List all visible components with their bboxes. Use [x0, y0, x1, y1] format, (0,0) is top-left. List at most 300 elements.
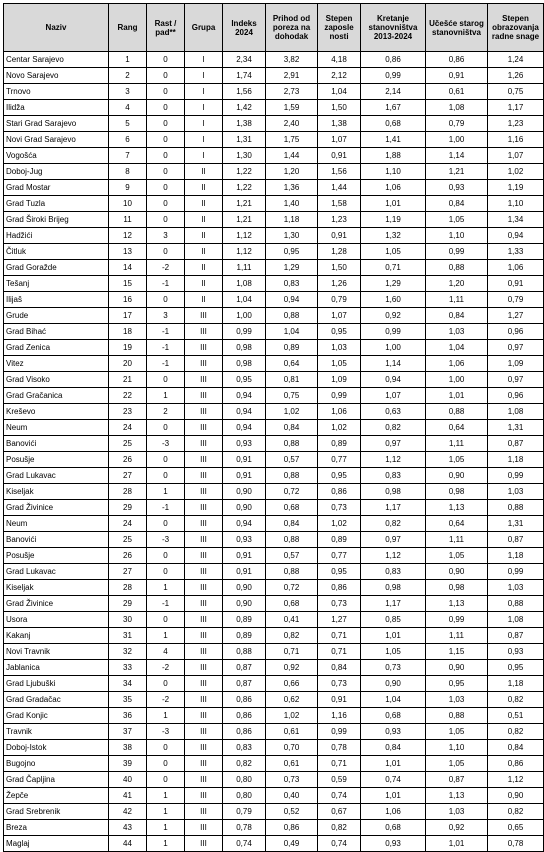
cell-naziv: Usora	[4, 612, 109, 628]
cell-indeks: 0,80	[223, 772, 266, 788]
cell-kretanje: 1,05	[361, 644, 426, 660]
cell-ucesce: 0,87	[426, 772, 488, 788]
cell-ucesce: 1,05	[426, 212, 488, 228]
table-row	[4, 132, 544, 148]
cell-ucesce: 1,04	[426, 340, 488, 356]
cell-grupa: III	[185, 644, 223, 660]
cell-rast-pad: -2	[147, 660, 185, 676]
cell-kretanje: 1,60	[361, 292, 426, 308]
cell-kretanje: 0,74	[361, 772, 426, 788]
cell-naziv: Grad Konjic	[4, 708, 109, 724]
cell-rast-pad: 0	[147, 148, 185, 164]
cell-naziv: Grad Ljubuški	[4, 676, 109, 692]
cell-kretanje: 1,14	[361, 356, 426, 372]
cell-zaposlenost: 1,07	[318, 308, 361, 324]
cell-kretanje: 0,68	[361, 820, 426, 836]
table-row	[4, 692, 544, 708]
cell-rang: 21	[109, 372, 147, 388]
table-row	[4, 820, 544, 836]
cell-grupa: II	[185, 180, 223, 196]
cell-rast-pad: 0	[147, 132, 185, 148]
cell-ucesce: 1,11	[426, 292, 488, 308]
cell-rang: 27	[109, 468, 147, 484]
table-row	[4, 308, 544, 324]
cell-rang: 28	[109, 484, 147, 500]
table-row	[4, 484, 544, 500]
cell-grupa: III	[185, 724, 223, 740]
cell-kretanje: 1,17	[361, 596, 426, 612]
cell-rast-pad: 0	[147, 180, 185, 196]
cell-kretanje: 1,01	[361, 196, 426, 212]
cell-zaposlenost: 0,77	[318, 548, 361, 564]
cell-grupa: III	[185, 532, 223, 548]
cell-grupa: III	[185, 628, 223, 644]
cell-obrazovanje: 0,65	[488, 820, 544, 836]
cell-rang: 18	[109, 324, 147, 340]
cell-naziv: Novi Travnik	[4, 644, 109, 660]
cell-indeks: 0,87	[223, 676, 266, 692]
cell-grupa: I	[185, 148, 223, 164]
cell-zaposlenost: 0,86	[318, 580, 361, 596]
cell-indeks: 0,94	[223, 404, 266, 420]
cell-kretanje: 1,01	[361, 628, 426, 644]
cell-naziv: Kiseljak	[4, 484, 109, 500]
table-row	[4, 100, 544, 116]
table-row	[4, 68, 544, 84]
cell-prihod: 0,88	[266, 564, 318, 580]
cell-rast-pad: -3	[147, 532, 185, 548]
cell-naziv: Vogošća	[4, 148, 109, 164]
cell-indeks: 0,83	[223, 740, 266, 756]
cell-indeks: 0,99	[223, 324, 266, 340]
cell-grupa: III	[185, 420, 223, 436]
cell-obrazovanje: 1,06	[488, 260, 544, 276]
cell-zaposlenost: 1,06	[318, 404, 361, 420]
cell-prihod: 0,89	[266, 340, 318, 356]
cell-ucesce: 1,00	[426, 132, 488, 148]
table-row	[4, 196, 544, 212]
cell-kretanje: 0,92	[361, 308, 426, 324]
cell-obrazovanje: 0,82	[488, 692, 544, 708]
cell-grupa: II	[185, 260, 223, 276]
cell-kretanje: 0,97	[361, 436, 426, 452]
cell-indeks: 0,78	[223, 820, 266, 836]
cell-kretanje: 0,98	[361, 484, 426, 500]
cell-obrazovanje: 1,18	[488, 676, 544, 692]
cell-indeks: 0,88	[223, 644, 266, 660]
table-row	[4, 260, 544, 276]
cell-rast-pad: 0	[147, 564, 185, 580]
cell-grupa: III	[185, 804, 223, 820]
cell-indeks: 0,89	[223, 628, 266, 644]
cell-prihod: 1,20	[266, 164, 318, 180]
cell-naziv: Grad Čapljina	[4, 772, 109, 788]
cell-indeks: 1,12	[223, 244, 266, 260]
cell-prihod: 1,30	[266, 228, 318, 244]
cell-grupa: III	[185, 516, 223, 532]
cell-prihod: 0,72	[266, 580, 318, 596]
cell-rast-pad: 1	[147, 836, 185, 852]
cell-grupa: III	[185, 356, 223, 372]
cell-obrazovanje: 1,27	[488, 308, 544, 324]
cell-prihod: 0,64	[266, 356, 318, 372]
cell-obrazovanje: 0,97	[488, 372, 544, 388]
cell-kretanje: 1,29	[361, 276, 426, 292]
table-row	[4, 724, 544, 740]
cell-indeks: 0,94	[223, 516, 266, 532]
cell-rast-pad: 1	[147, 788, 185, 804]
cell-indeks: 0,91	[223, 564, 266, 580]
cell-rang: 6	[109, 132, 147, 148]
cell-obrazovanje: 0,75	[488, 84, 544, 100]
cell-naziv: Posušje	[4, 452, 109, 468]
cell-naziv: Doboj-Istok	[4, 740, 109, 756]
cell-ucesce: 0,99	[426, 612, 488, 628]
cell-zaposlenost: 0,79	[318, 292, 361, 308]
cell-naziv: Centar Sarajevo	[4, 52, 109, 68]
cell-rast-pad: 2	[147, 404, 185, 420]
cell-obrazovanje: 0,51	[488, 708, 544, 724]
cell-naziv: Ilijaš	[4, 292, 109, 308]
cell-naziv: Stari Grad Sarajevo	[4, 116, 109, 132]
cell-obrazovanje: 0,78	[488, 836, 544, 852]
cell-zaposlenost: 0,78	[318, 740, 361, 756]
cell-naziv: Posušje	[4, 548, 109, 564]
cell-obrazovanje: 1,31	[488, 420, 544, 436]
cell-zaposlenost: 1,07	[318, 132, 361, 148]
header-obrazovanje: Stepen obrazovanja radne snage	[488, 4, 544, 52]
cell-rang: 33	[109, 660, 147, 676]
table-row	[4, 740, 544, 756]
cell-grupa: III	[185, 500, 223, 516]
table-row	[4, 52, 544, 68]
cell-grupa: II	[185, 276, 223, 292]
cell-kretanje: 1,19	[361, 212, 426, 228]
cell-indeks: 0,89	[223, 612, 266, 628]
cell-grupa: II	[185, 228, 223, 244]
cell-naziv: Travnik	[4, 724, 109, 740]
cell-grupa: II	[185, 196, 223, 212]
cell-kretanje: 0,99	[361, 68, 426, 84]
cell-kretanje: 1,05	[361, 244, 426, 260]
cell-naziv: Ilidža	[4, 100, 109, 116]
cell-ucesce: 0,90	[426, 660, 488, 676]
table-row	[4, 596, 544, 612]
cell-indeks: 2,34	[223, 52, 266, 68]
cell-grupa: II	[185, 164, 223, 180]
cell-grupa: III	[185, 372, 223, 388]
cell-zaposlenost: 1,26	[318, 276, 361, 292]
table-row	[4, 420, 544, 436]
cell-prihod: 2,91	[266, 68, 318, 84]
cell-rast-pad: 0	[147, 212, 185, 228]
cell-indeks: 1,21	[223, 196, 266, 212]
cell-kretanje: 0,68	[361, 116, 426, 132]
cell-ucesce: 1,05	[426, 548, 488, 564]
cell-rast-pad: 1	[147, 388, 185, 404]
cell-indeks: 0,98	[223, 340, 266, 356]
cell-zaposlenost: 1,50	[318, 260, 361, 276]
cell-rang: 31	[109, 628, 147, 644]
cell-obrazovanje: 1,08	[488, 404, 544, 420]
cell-grupa: III	[185, 324, 223, 340]
cell-naziv: Jablanica	[4, 660, 109, 676]
cell-indeks: 1,04	[223, 292, 266, 308]
cell-rast-pad: 4	[147, 644, 185, 660]
cell-rast-pad: -2	[147, 260, 185, 276]
cell-ucesce: 1,13	[426, 596, 488, 612]
cell-kretanje: 1,00	[361, 340, 426, 356]
cell-rang: 24	[109, 420, 147, 436]
cell-prihod: 0,82	[266, 628, 318, 644]
cell-kretanje: 2,14	[361, 84, 426, 100]
cell-obrazovanje: 0,90	[488, 788, 544, 804]
cell-ucesce: 0,84	[426, 196, 488, 212]
cell-obrazovanje: 0,96	[488, 388, 544, 404]
cell-zaposlenost: 0,95	[318, 468, 361, 484]
cell-rang: 11	[109, 212, 147, 228]
cell-prihod: 0,86	[266, 820, 318, 836]
cell-obrazovanje: 1,12	[488, 772, 544, 788]
cell-rang: 29	[109, 500, 147, 516]
cell-zaposlenost: 0,73	[318, 500, 361, 516]
cell-kretanje: 1,67	[361, 100, 426, 116]
cell-indeks: 1,74	[223, 68, 266, 84]
cell-kretanje: 0,82	[361, 516, 426, 532]
cell-prihod: 0,49	[266, 836, 318, 852]
cell-naziv: Doboj-Jug	[4, 164, 109, 180]
cell-zaposlenost: 1,38	[318, 116, 361, 132]
cell-grupa: III	[185, 452, 223, 468]
cell-rang: 23	[109, 404, 147, 420]
cell-obrazovanje: 1,16	[488, 132, 544, 148]
table-row	[4, 708, 544, 724]
cell-ucesce: 1,05	[426, 724, 488, 740]
cell-zaposlenost: 0,84	[318, 660, 361, 676]
cell-zaposlenost: 0,82	[318, 820, 361, 836]
cell-obrazovanje: 1,17	[488, 100, 544, 116]
cell-rast-pad: 1	[147, 580, 185, 596]
cell-rast-pad: 0	[147, 292, 185, 308]
cell-prihod: 0,71	[266, 644, 318, 660]
cell-naziv: Žepče	[4, 788, 109, 804]
cell-zaposlenost: 0,95	[318, 564, 361, 580]
cell-indeks: 1,38	[223, 116, 266, 132]
cell-prihod: 0,68	[266, 500, 318, 516]
cell-rang: 26	[109, 548, 147, 564]
cell-indeks: 0,86	[223, 708, 266, 724]
table-row	[4, 660, 544, 676]
cell-zaposlenost: 0,71	[318, 756, 361, 772]
cell-zaposlenost: 0,74	[318, 836, 361, 852]
cell-zaposlenost: 1,50	[318, 100, 361, 116]
cell-prihod: 0,83	[266, 276, 318, 292]
cell-zaposlenost: 1,27	[318, 612, 361, 628]
cell-ucesce: 1,05	[426, 452, 488, 468]
cell-rast-pad: 1	[147, 628, 185, 644]
cell-prihod: 0,75	[266, 388, 318, 404]
cell-kretanje: 0,85	[361, 612, 426, 628]
cell-rast-pad: 0	[147, 116, 185, 132]
cell-indeks: 1,21	[223, 212, 266, 228]
table-row	[4, 148, 544, 164]
cell-ucesce: 1,11	[426, 532, 488, 548]
cell-prihod: 0,57	[266, 548, 318, 564]
cell-kretanje: 1,12	[361, 548, 426, 564]
cell-prihod: 1,44	[266, 148, 318, 164]
table-row	[4, 116, 544, 132]
cell-ucesce: 0,79	[426, 116, 488, 132]
cell-prihod: 0,41	[266, 612, 318, 628]
cell-ucesce: 1,08	[426, 100, 488, 116]
cell-zaposlenost: 1,16	[318, 708, 361, 724]
cell-ucesce: 0,88	[426, 260, 488, 276]
header-row	[4, 4, 544, 52]
cell-grupa: III	[185, 660, 223, 676]
cell-grupa: III	[185, 404, 223, 420]
cell-zaposlenost: 0,99	[318, 388, 361, 404]
cell-zaposlenost: 1,04	[318, 84, 361, 100]
cell-zaposlenost: 0,89	[318, 436, 361, 452]
cell-zaposlenost: 0,77	[318, 452, 361, 468]
cell-rang: 20	[109, 356, 147, 372]
cell-kretanje: 0,71	[361, 260, 426, 276]
cell-indeks: 1,00	[223, 308, 266, 324]
cell-obrazovanje: 0,82	[488, 724, 544, 740]
cell-rast-pad: 0	[147, 772, 185, 788]
table-row	[4, 180, 544, 196]
cell-naziv: Grad Tuzla	[4, 196, 109, 212]
cell-naziv: Grad Visoko	[4, 372, 109, 388]
cell-ucesce: 1,13	[426, 788, 488, 804]
cell-prihod: 0,61	[266, 756, 318, 772]
cell-kretanje: 1,41	[361, 132, 426, 148]
cell-rang: 36	[109, 708, 147, 724]
cell-rang: 5	[109, 116, 147, 132]
cell-kretanje: 1,01	[361, 788, 426, 804]
cell-zaposlenost: 0,91	[318, 228, 361, 244]
cell-rang: 10	[109, 196, 147, 212]
cell-zaposlenost: 0,89	[318, 532, 361, 548]
cell-rast-pad: 0	[147, 756, 185, 772]
cell-kretanje: 0,98	[361, 580, 426, 596]
cell-grupa: III	[185, 388, 223, 404]
cell-ucesce: 0,98	[426, 484, 488, 500]
cell-zaposlenost: 0,73	[318, 596, 361, 612]
table-row	[4, 612, 544, 628]
cell-obrazovanje: 1,03	[488, 580, 544, 596]
cell-ucesce: 1,01	[426, 836, 488, 852]
cell-naziv: Neum	[4, 516, 109, 532]
cell-kretanje: 1,17	[361, 500, 426, 516]
cell-rang: 19	[109, 340, 147, 356]
cell-rast-pad: 0	[147, 548, 185, 564]
cell-grupa: III	[185, 676, 223, 692]
cell-ucesce: 0,88	[426, 404, 488, 420]
cell-ucesce: 1,03	[426, 804, 488, 820]
cell-obrazovanje: 1,07	[488, 148, 544, 164]
cell-obrazovanje: 1,23	[488, 116, 544, 132]
cell-indeks: 1,12	[223, 228, 266, 244]
header-zaposlenost: Stepen zaposle nosti	[318, 4, 361, 52]
cell-naziv: Kakanj	[4, 628, 109, 644]
cell-rang: 44	[109, 836, 147, 852]
cell-rast-pad: -1	[147, 500, 185, 516]
cell-rang: 2	[109, 68, 147, 84]
cell-rast-pad: 0	[147, 420, 185, 436]
cell-rang: 17	[109, 308, 147, 324]
cell-kretanje: 0,83	[361, 468, 426, 484]
cell-grupa: I	[185, 84, 223, 100]
cell-indeks: 0,87	[223, 660, 266, 676]
cell-rast-pad: 1	[147, 484, 185, 500]
table-row	[4, 676, 544, 692]
cell-indeks: 0,94	[223, 388, 266, 404]
cell-naziv: Kreševo	[4, 404, 109, 420]
cell-grupa: III	[185, 436, 223, 452]
cell-rang: 42	[109, 804, 147, 820]
cell-rang: 3	[109, 84, 147, 100]
cell-rang: 13	[109, 244, 147, 260]
cell-naziv: Vitez	[4, 356, 109, 372]
cell-obrazovanje: 0,93	[488, 644, 544, 660]
cell-ucesce: 1,00	[426, 372, 488, 388]
cell-prihod: 1,04	[266, 324, 318, 340]
cell-rang: 39	[109, 756, 147, 772]
cell-ucesce: 1,20	[426, 276, 488, 292]
cell-zaposlenost: 0,95	[318, 324, 361, 340]
cell-kretanje: 0,73	[361, 660, 426, 676]
cell-obrazovanje: 1,26	[488, 68, 544, 84]
cell-ucesce: 1,10	[426, 740, 488, 756]
cell-kretanje: 1,06	[361, 804, 426, 820]
cell-rast-pad: 0	[147, 612, 185, 628]
cell-prihod: 0,88	[266, 308, 318, 324]
cell-kretanje: 0,93	[361, 724, 426, 740]
cell-prihod: 1,02	[266, 708, 318, 724]
cell-zaposlenost: 0,67	[318, 804, 361, 820]
table-row	[4, 452, 544, 468]
cell-zaposlenost: 4,18	[318, 52, 361, 68]
cell-rang: 28	[109, 580, 147, 596]
cell-naziv: Trnovo	[4, 84, 109, 100]
header-ucesce: Učešće starog stanovništva	[426, 4, 488, 52]
table-row	[4, 356, 544, 372]
cell-naziv: Grude	[4, 308, 109, 324]
cell-zaposlenost: 0,91	[318, 148, 361, 164]
cell-naziv: Kiseljak	[4, 580, 109, 596]
cell-rang: 8	[109, 164, 147, 180]
table-row	[4, 324, 544, 340]
cell-indeks: 0,98	[223, 356, 266, 372]
cell-rang: 43	[109, 820, 147, 836]
cell-indeks: 1,22	[223, 180, 266, 196]
cell-obrazovanje: 0,95	[488, 660, 544, 676]
table-row	[4, 468, 544, 484]
cell-grupa: III	[185, 580, 223, 596]
cell-grupa: III	[185, 548, 223, 564]
cell-rast-pad: 0	[147, 740, 185, 756]
cell-prihod: 1,18	[266, 212, 318, 228]
table-row	[4, 836, 544, 852]
cell-naziv: Grad Lukavac	[4, 468, 109, 484]
cell-prihod: 1,40	[266, 196, 318, 212]
table-row	[4, 532, 544, 548]
cell-obrazovanje: 1,18	[488, 452, 544, 468]
cell-indeks: 1,42	[223, 100, 266, 116]
cell-ucesce: 0,90	[426, 564, 488, 580]
cell-indeks: 0,94	[223, 420, 266, 436]
